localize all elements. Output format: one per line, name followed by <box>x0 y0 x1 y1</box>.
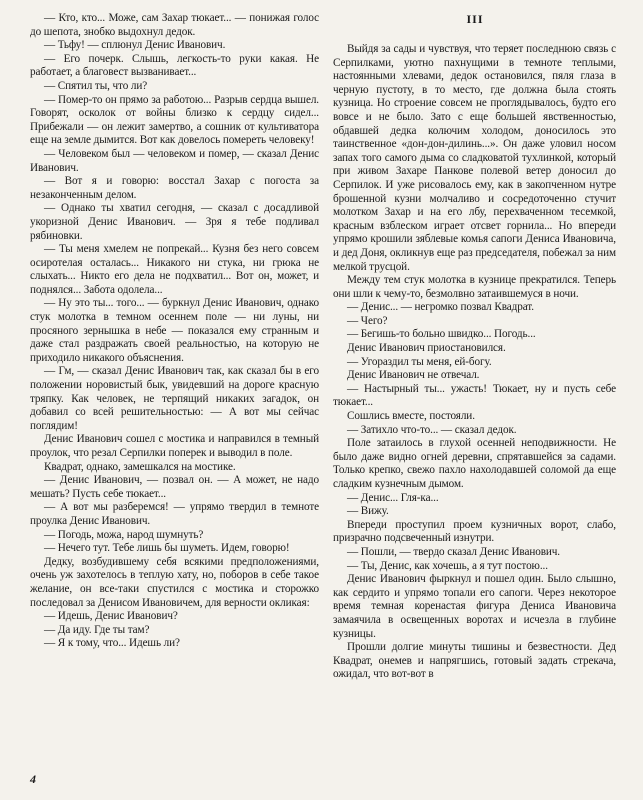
paragraph: — Затихло что-то... — сказал дедок. <box>347 423 517 436</box>
paragraph: Денис Иванович сошел с мостика и направился в темный проулок, что резал Серпилки поперек и выводил в поле. <box>30 433 319 459</box>
paragraph: — Однако ты хватил сегодня, — сказал с досадливой укоризной Денис Иванович. — Зря я тебе подливал рябиновки. <box>30 202 319 242</box>
paragraph: — Спятил ты, что ли? <box>44 79 148 92</box>
paragraph: — Идешь, Денис Иванович? <box>44 610 178 623</box>
right-text-column <box>333 43 616 682</box>
paragraph: — Вот я и говорю: восстал Захар с погоста за незаконченным делом. <box>30 175 319 201</box>
paragraph: — Ну это ты... того... — буркнул Денис Иванович, однако стук молотка в темном осеннем поле — ни луны, ни просяного зернышка в небе — показался ему странным и даже стал раздражать своей реальностью, на которую не приходило никакого объяснения. <box>30 297 319 364</box>
paragraph: Денис Иванович не отвечал. <box>347 369 480 382</box>
paragraph: — Ты, Денис, как хочешь, а я тут постою... <box>347 559 548 572</box>
paragraph: Сошлись вместе, постояли. <box>347 410 475 423</box>
paragraph: — Денис Иванович, — позвал он. — А может, не надо мешать? Пусть себе тюкает... <box>30 474 319 500</box>
paragraph: — Пошли, — твердо сказал Денис Иванович. <box>347 545 561 558</box>
paragraph: — А вот мы разберемся! — упрямо твердил в темноте проулка Денис Иванович. <box>30 501 319 527</box>
paragraph: — Бегишь-то больно швидко... Погодь... <box>347 328 536 341</box>
paragraph: — Погодь, можа, народ шумнуть? <box>44 528 204 541</box>
paragraph: — Настырный ты... ужасть! Тюкает, ну и пусть себе тюкает... <box>333 382 616 409</box>
paragraph: Впереди проступил проем кузничных ворот, слабо, призрачно подсвеченный изнутри. <box>333 518 616 545</box>
paragraph: — Денис... Гля-ка... <box>347 491 439 504</box>
page-number: 4 <box>30 772 36 786</box>
paragraph: Денис Иванович приостановился. <box>347 342 506 355</box>
paragraph: — Денис... — негромко позвал Квадрат. <box>347 301 534 314</box>
paragraph: Поле затаилось в глухой осенней неподвижности. Не было даже видно огней деревни, спрятавшейся за садами. Только крепко, свежо пахло нахолодавшей соломой да еще сладким кузнечным дымом. <box>333 437 616 490</box>
paragraph: — Человеком был — человеком и помер, — сказал Денис Иванович. <box>30 147 319 174</box>
paragraph: — Тьфу! — сплюнул Денис Иванович. <box>44 39 226 52</box>
paragraph: — Вижу. <box>347 505 389 518</box>
paragraph: — Угораздил ты меня, ей-богу. <box>347 355 492 368</box>
left-text-column <box>30 12 319 651</box>
paragraph: — Ты меня хмелем не попрекай... Кузня без него совсем осиротелая осталась... Никакого ни стука, ни грюка не слыхать... Никто его дела не подхватил... Вот он, может, и поднялся... Забота одолела... <box>30 243 319 296</box>
paragraph: — Гм, — сказал Денис Иванович так, как сказал бы в его положении норовистый бык, увидевший на дороге красную тряпку. Как человек, не терпящий никаких загадок, он добавил со всей решительностью: — А вот мы сейчас поглядим! <box>30 365 319 432</box>
paragraph: Прошли долгие минуты тишины и безвестности. Дед Квадрат, онемев и напрягшись, готовый задать стрекача, ожидал, что вот-вот в <box>333 641 616 681</box>
paragraph: Денис Иванович фыркнул и пошел один. Было слышно, как сердито и упрямо топали его сапоги. Через некоторое время темная коренастая фигура Дениса Ивановича замаячила в освещенных воротах и исчезла в глубине кузницы. <box>333 573 616 640</box>
paragraph: Выйдя за сады и чувствуя, что теряет последнюю связь с Серпилками, уютно пахнущими в темноте теплыми, настоянными хлевами, дедок остановился, пяля глаза в черную пустоту, в то место, где должна была стоять кузница. Но строение совсем не проглядывалось, будто его вовсе и не было. Зато с еще большей явственностью, обдавшей дедка колючим холодом, доносилось это таинственное «дон-дон-дилинь...». Он даже уловил носом запах того самого дыма со сладковатой тухлинкой, который при живом Захаре Панкове полевой ветер доносил до Серпилок. И уже рисовалось ему, как в закопченном нутре брошенной кузни молчаливо и сосредоточенно стучит молотком Захар и на его лбу, перехваченном тесемкой, красным взблеском играет отсвет горнила... Но впереди упрямо крошили зяблевые комья сапоги Дениса Ивановича, и дед Доня, окликнув еще раз председателя, побежал за ним мелкой трусцой. <box>333 43 616 273</box>
paragraph: Между тем стук молотка в кузнице прекратился. Теперь они шли к чему-то, безмолвно затаившемуся в ночи. <box>333 274 616 300</box>
paragraph: — Его почерк. Слышь, легкость-то руки какая. Не работает, а благовест вызванивает... <box>30 52 319 79</box>
paragraph: Дедку, возбудившему себя всякими предположениями, очень уж захотелось в теплую хату, но, поборов в себе такое желание, он все-таки спустился с мостика и сторожко последовал за Денисом Ивановичем, для верности окликая: <box>30 555 319 609</box>
paragraph: — Да иду. Где ты там? <box>44 623 150 636</box>
paragraph: — Кто, кто... Може, сам Захар тюкает... — понижая голос до шепота, знобко выдохнул дедок. <box>30 12 319 38</box>
chapter-number: III <box>466 12 484 26</box>
paragraph: — Нечего тут. Тебе лишь бы шуметь. Идем, говорю! <box>44 542 290 555</box>
paragraph: — Чего? <box>347 314 388 327</box>
paragraph: — Помер-то он прямо за работою... Разрыв сердца вышел. Говорят, осколок от войны близко к сердцу сидел... Прибежали — он лежит замертво, а сошник от культиватора еще на земле дымится. Вот как довелось помереть человеку! <box>30 93 319 147</box>
paragraph: — Я к тому, что... Идешь ли? <box>44 637 180 650</box>
paragraph: Квадрат, однако, замешкался на мостике. <box>44 460 236 473</box>
